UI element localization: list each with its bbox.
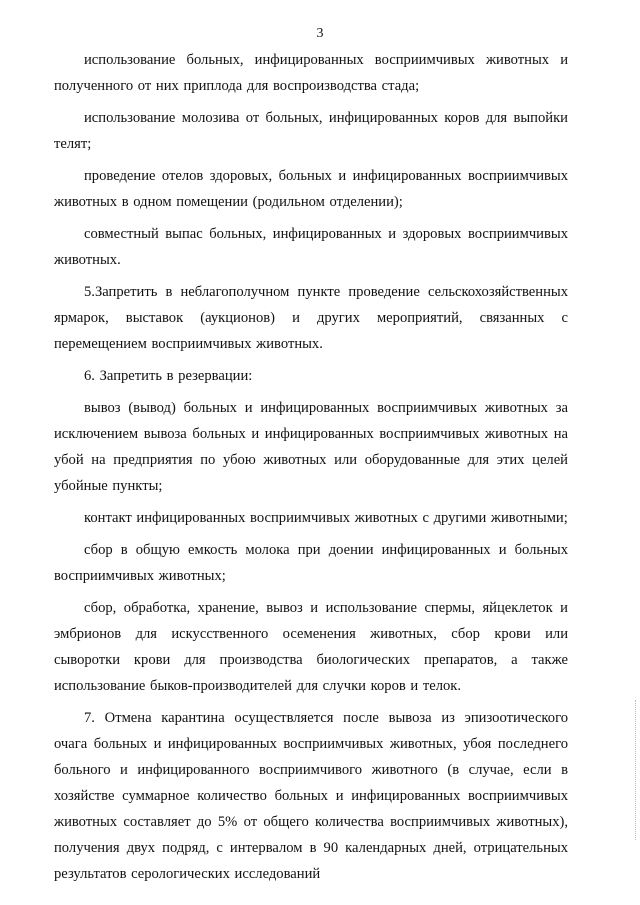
paragraph: использование молозива от больных, инфицированных коров для выпойки телят;: [54, 110, 568, 152]
page-number: 3: [316, 26, 324, 41]
paragraph: сбор, обработка, хранение, вывоз и использование спермы, яйцеклеток и эмбрионов для искусственного осеменения животных, сбор крови или сыворотки крови для производства биологических препаратов, а также использование быков-производителей для случки коров и телок.: [54, 600, 568, 694]
paragraph: сбор в общую емкость молока при доении инфицированных и больных восприимчивых животных;: [54, 542, 568, 584]
paragraph: 6. Запретить в резервации:: [84, 368, 253, 384]
scan-edge-mark: [634, 700, 636, 840]
paragraph: проведение отелов здоровых, больных и инфицированных восприимчивых животных в одном помещении (родильном отделении);: [54, 168, 568, 210]
paragraph: совместный выпас больных, инфицированных и здоровых восприимчивых животных.: [54, 226, 568, 268]
document-body: [54, 47, 568, 893]
paragraph: 5.Запретить в неблагополучном пункте проведение сельскохозяйственных ярмарок, выставок (аукционов) и других мероприятий, связанных с перемещением восприимчивых животных.: [54, 284, 568, 352]
paragraph: вывоз (вывод) больных и инфицированных восприимчивых животных за исключением вывоза больных и инфицированных восприимчивых животных на убой на предприятия по убою животных или оборудованные для этих целей убойные пункты;: [54, 400, 568, 494]
paragraph: контакт инфицированных восприимчивых животных с другими животными;: [84, 510, 568, 526]
paragraph: использование больных, инфицированных восприимчивых животных и полученного от них приплода для воспроизводства стада;: [54, 52, 568, 94]
paragraph: 7. Отмена карантина осуществляется после вывоза из эпизоотического очага больных и инфицированных восприимчивых животных, убоя последнего больного и инфицированного восприимчивого животного (в случае, если в хозяйстве суммарное количество больных и инфицированных восприимчивых животных составляет до 5% от общего количества восприимчивых животных), получения двух подряд, с интервалом в 90 календарных дней, отрицательных результатов серологических исследований: [54, 710, 568, 882]
